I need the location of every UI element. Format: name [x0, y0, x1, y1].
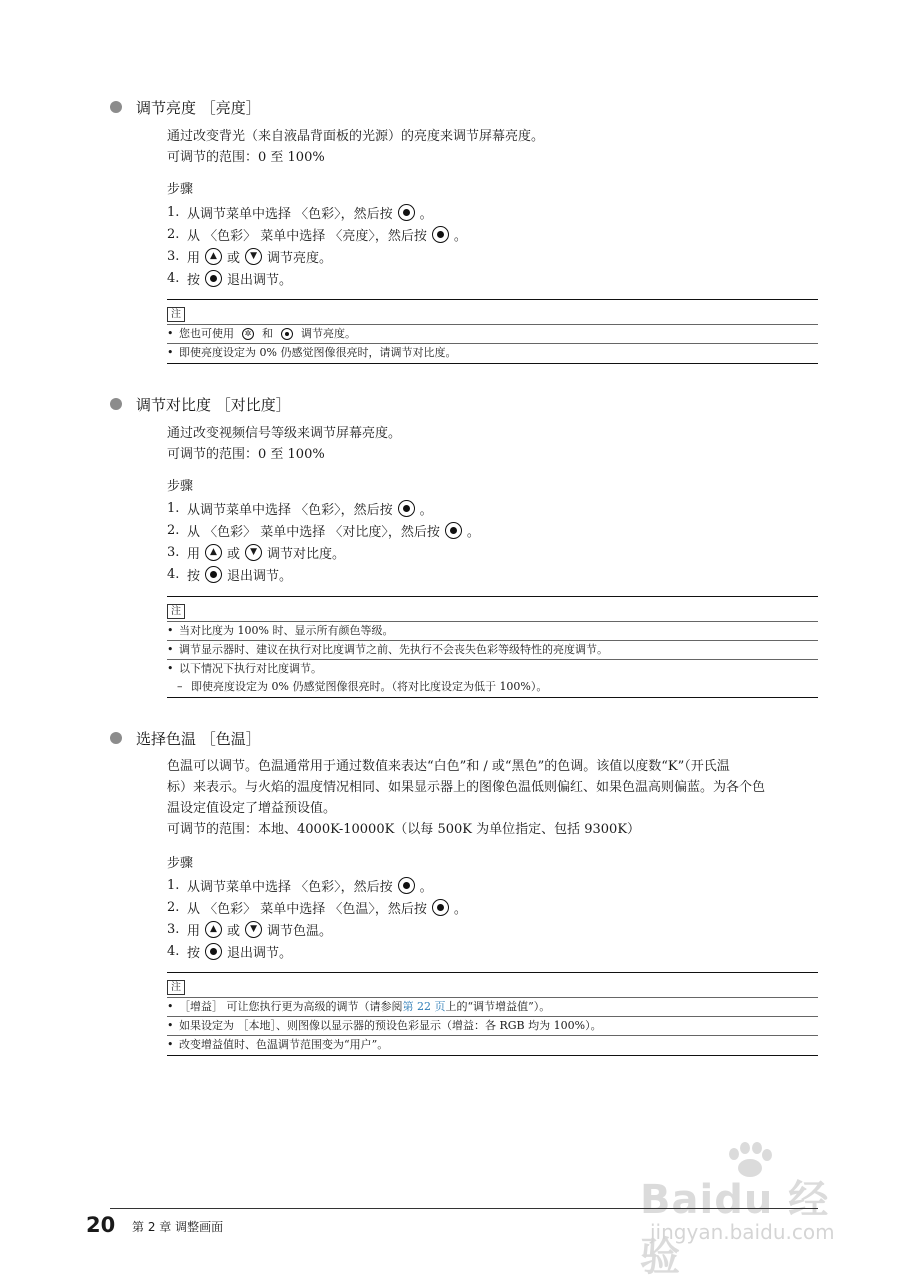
step-item: 1. 从调节菜单中选择 〈色彩〉，然后按 。 — [167, 877, 433, 895]
note-item: • ［增益］ 可让您执行更为高级的调节（请参阅 第 22 页 上的“调节增益值”）。 — [167, 997, 818, 1016]
note-box — [167, 596, 818, 698]
brightness-button-icon: ✲ — [242, 328, 254, 340]
note-item: • 即使亮度设定为 0% 仍感觉图像很亮时，请调节对比度。 — [167, 343, 818, 362]
enter-button-icon — [432, 226, 449, 243]
watermark-url: jingyan.baidu.com — [650, 1220, 835, 1244]
enter-button-icon — [281, 328, 293, 340]
note-subitem: – 即使亮度设定为 0% 仍感觉图像很亮时。（将对比度设定为低于 100%）。 — [177, 680, 548, 693]
heading-bullet-icon — [110, 101, 122, 113]
enter-button-icon — [205, 566, 222, 583]
steps-label: 步骤 — [167, 182, 194, 197]
step-item: 2. 从 〈色彩〉 菜单中选择 〈色温〉，然后按 。 — [167, 899, 467, 917]
step-item: 1. 从调节菜单中选择 〈色彩〉，然后按 。 — [167, 204, 433, 222]
baidu-watermark — [610, 1140, 850, 1280]
footer-divider — [110, 1208, 818, 1209]
note-item: • 以下情况下执行对比度调节。 — [167, 659, 818, 678]
note-item: • 您也可使用 ✲ 和 调节亮度。 — [167, 324, 818, 343]
step-item: 3. 用 ▲ 或 ▼ 调节亮度。 — [167, 248, 333, 266]
section-title: 调节对比度 ［对比度］ — [136, 395, 291, 414]
up-button-icon: ▲ — [205, 544, 222, 561]
note-item: • 如果设定为 ［本地］、则图像以显示器的预设色彩显示（增益：各 RGB 均为 100%）。 — [167, 1016, 818, 1035]
paw-logo-icon — [720, 1140, 780, 1180]
step-item: 4. 按 退出调节。 — [167, 270, 293, 288]
chapter-title: 第 2 章 调整画面 — [132, 1220, 224, 1234]
enter-button-icon — [398, 500, 415, 517]
enter-button-icon — [205, 270, 222, 287]
steps-list — [167, 497, 480, 585]
enter-button-icon — [205, 943, 222, 960]
step-item: 4. 按 退出调节。 — [167, 943, 293, 961]
steps-list — [167, 201, 467, 289]
note-label: 注 — [167, 604, 185, 619]
step-item: 3. 用 ▲ 或 ▼ 调节对比度。 — [167, 544, 346, 562]
note-label: 注 — [167, 307, 185, 322]
steps-label: 步骤 — [167, 479, 194, 494]
note-item: • 当对比度为 100% 时、显示所有颜色等级。 — [167, 621, 818, 640]
watermark-text: Baidu 经验 — [640, 1177, 830, 1280]
heading-bullet-icon — [110, 732, 122, 744]
down-button-icon: ▼ — [245, 544, 262, 561]
page-reference-link[interactable]: 第 22 页 — [402, 1000, 446, 1013]
section-title: 调节亮度 ［亮度］ — [136, 98, 261, 117]
enter-button-icon — [398, 204, 415, 221]
step-item: 2. 从 〈色彩〉 菜单中选择 〈亮度〉，然后按 。 — [167, 226, 467, 244]
note-box — [167, 299, 818, 364]
down-button-icon: ▼ — [245, 248, 262, 265]
note-box — [167, 972, 818, 1056]
step-item: 4. 按 退出调节。 — [167, 566, 293, 584]
note-item: • 改变增益值时、色温调节范围变为“用户”。 — [167, 1035, 818, 1054]
section-description: 色温可以调节。色温通常用于通过数值来表达“白色”和 / 或“黑色”的色调。该值以度数“K”（开氏温 标）来表示。与火焰的温度情况相同、如果显示器上的图像色温低则偏红、如果色温高则偏蓝。为各个色 温设定值设定了增益预设值。 可调节的范围：本地、4000K-10000K（以每 500K 为单位指定、包括 9300K） — [167, 759, 766, 837]
enter-button-icon — [432, 899, 449, 916]
section-description: 通过改变视频信号等级来调节屏幕亮度。 可调节的范围：0 至 100% — [167, 426, 402, 462]
step-item: 1. 从调节菜单中选择 〈色彩〉，然后按 。 — [167, 500, 433, 518]
heading-bullet-icon — [110, 398, 122, 410]
up-button-icon: ▲ — [205, 921, 222, 938]
section-heading-color-temperature — [110, 727, 261, 749]
note-item: • 调节显示器时、建议在执行对比度调节之前、先执行不会丧失色彩等级特性的亮度调节。 — [167, 640, 818, 659]
enter-button-icon — [445, 522, 462, 539]
section-heading-brightness — [110, 96, 261, 118]
note-label: 注 — [167, 980, 185, 995]
section-heading-contrast — [110, 393, 291, 415]
step-item: 2. 从 〈色彩〉 菜单中选择 〈对比度〉，然后按 。 — [167, 522, 480, 540]
section-title: 选择色温 ［色温］ — [136, 729, 261, 748]
down-button-icon: ▼ — [245, 921, 262, 938]
section-description: 通过改变背光（来自液晶背面板的光源）的亮度来调节屏幕亮度。 可调节的范围：0 至 100% — [167, 129, 545, 165]
enter-button-icon — [398, 877, 415, 894]
up-button-icon: ▲ — [205, 248, 222, 265]
step-item: 3. 用 ▲ 或 ▼ 调节色温。 — [167, 921, 333, 939]
steps-list — [167, 874, 467, 962]
page-number: 20 — [86, 1213, 116, 1237]
steps-label: 步骤 — [167, 856, 194, 871]
